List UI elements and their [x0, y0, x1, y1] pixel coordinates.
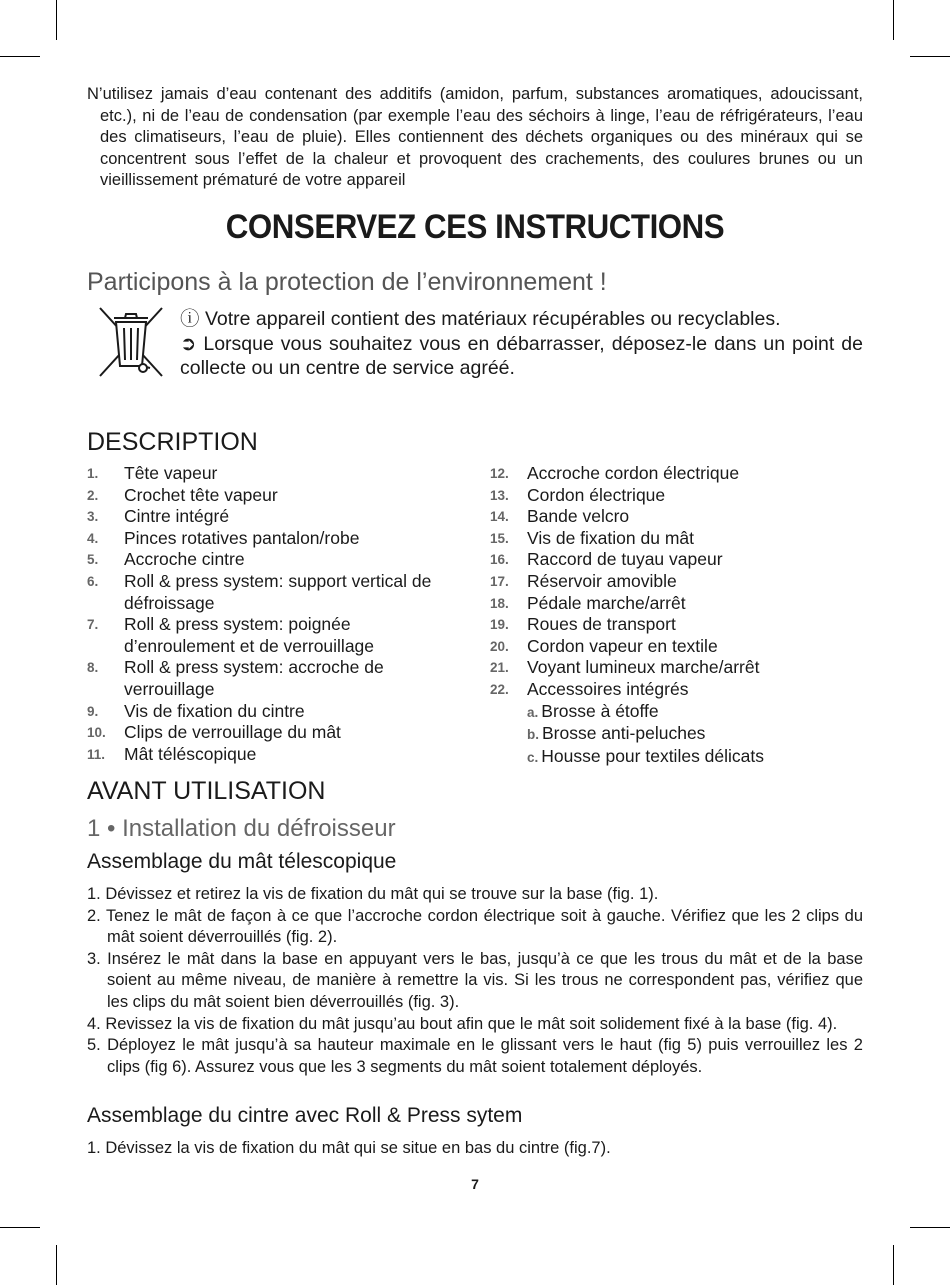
sub-list-item: c. Housse pour textiles délicats [527, 745, 765, 766]
list-item: 14. Bande velcro [490, 506, 630, 527]
arrow-icon: ➲ [180, 332, 197, 355]
crop-mark [893, 0, 894, 40]
hanger-assembly-steps [87, 1138, 863, 1160]
sub-list-item: a. Brosse à étoffe [527, 700, 659, 721]
crop-mark [56, 1245, 57, 1285]
step-item: 5. Déployez le mât jusqu’à sa hauteur maximale en le glissant vers le haut (fig 5) puis verrouillez les 2 clips (fig 6). Assurez vous que les 3 segments du mât soient totalement déployés. [87, 1036, 863, 1076]
mast-assembly-steps [87, 884, 863, 1078]
page-number: 7 [471, 1176, 479, 1192]
list-item: 15. Vis de fixation du mât [490, 527, 694, 548]
step-item: 2. Tenez le mât de façon à ce que l’accroche cordon électrique soit à gauche. Vérifiez que les 2 clips du mât soient déverrouillés (fig. 2). [87, 906, 863, 947]
description-list-right [490, 463, 870, 768]
list-item: 20. Cordon vapeur en textile [490, 635, 718, 656]
list-item: 21. Voyant lumineux marche/arrêt [490, 657, 760, 678]
list-item: 6. Roll & press system: support vertical de défroissage [87, 570, 432, 613]
list-item: 12. Accroche cordon électrique [490, 463, 740, 483]
crop-mark [910, 1227, 950, 1228]
recyclable-info-line [180, 307, 863, 332]
description-heading: DESCRIPTION [87, 428, 258, 456]
list-item: 7. Roll & press system: poignée d’enroulement et de verrouillage [87, 614, 375, 656]
hanger-assembly-heading: Assemblage du cintre avec Roll & Press sytem [87, 1104, 523, 1127]
crop-mark [910, 56, 950, 57]
list-item: 1. Tête vapeur [87, 463, 218, 483]
list-item: 11. Mât téléscopique [87, 743, 257, 764]
list-item: 17. Réservoir amovible [490, 570, 677, 591]
list-item: 18. Pédale marche/arrêt [490, 592, 686, 613]
crop-mark [0, 1227, 40, 1228]
info-icon: ⓘ [180, 308, 200, 330]
environment-heading: Participons à la protection de l’environnement ! [87, 268, 607, 296]
disposal-info-text: Lorsque vous souhaitez vous en débarrasser, déposez-le dans un point de collecte ou un centre de service agréé. [180, 332, 863, 379]
installation-subheading: 1 • Installation du défroisseur [87, 815, 396, 842]
list-item: 9. Vis de fixation du cintre [87, 700, 305, 721]
keep-instructions-title: CONSERVEZ CES INSTRUCTIONS [225, 208, 725, 246]
mast-assembly-heading: Assemblage du mât télescopique [87, 850, 397, 873]
step-item: 4. Revissez la vis de fixation du mât jusqu’au bout afin que le mât soit solidement fixé à la base (fig. 4). [87, 1014, 838, 1033]
list-item: 4. Pinces rotatives pantalon/robe [87, 527, 360, 548]
list-item: 8. Roll & press system: accroche de verrouillage [87, 657, 384, 699]
crop-mark [893, 1245, 894, 1285]
water-warning-paragraph: N’utilisez jamais d’eau contenant des additifs (amidon, parfum, substances aromatiques, adoucissant, etc.), ni de l’eau de condensation (par exemple l’eau des séchoirs à linge, l’eau de réfrigérateurs, l’eau des climatiseurs, l’eau de pluie). Elles contiennent des déchets organiques ou des minéraux qui se concentrent sous l’effet de la chaleur et provoquent des crachements, des coulures brunes ou un vieillissement prématuré de votre appareil [87, 85, 863, 190]
crop-mark [56, 0, 57, 40]
crossed-out-wheelie-bin-icon [98, 306, 164, 378]
list-item: 3. Cintre intégré [87, 506, 230, 527]
crop-mark [0, 56, 40, 57]
before-use-heading: AVANT UTILISATION [87, 777, 326, 805]
sub-list-item: b. Brosse anti-peluches [527, 723, 706, 744]
step-item: 1. Dévissez et retirez la vis de fixation du mât qui se trouve sur la base (fig. 1). [87, 885, 659, 903]
step-item: 1. Dévissez la vis de fixation du mât qui se situe en bas du cintre (fig.7). [87, 1139, 611, 1157]
description-list-left [87, 463, 457, 765]
list-item: 13. Cordon électrique [490, 484, 666, 505]
list-item: 2. Crochet tête vapeur [87, 484, 278, 505]
step-item: 3. Insérez le mât dans la base en appuyant vers le bas, jusqu’à ce que les trous du mât et de la base soient au même niveau, de manière à remettre la vis. Si les trous ne correspondent pas, vérifiez que les clips du mât soient bien déverrouillés (fig. 3). [87, 949, 863, 1011]
list-item: 22. Accessoires intégrés [490, 678, 689, 699]
recyclable-info-text: Votre appareil contient des matériaux récupérables ou recyclables. [204, 308, 781, 330]
list-item: 19. Roues de transport [490, 614, 676, 635]
environment-text [180, 307, 863, 381]
disposal-info-line [180, 332, 863, 381]
list-item: 16. Raccord de tuyau vapeur [490, 549, 723, 570]
list-item: 5. Accroche cintre [87, 549, 245, 570]
list-item: 10. Clips de verrouillage du mât [87, 722, 341, 743]
